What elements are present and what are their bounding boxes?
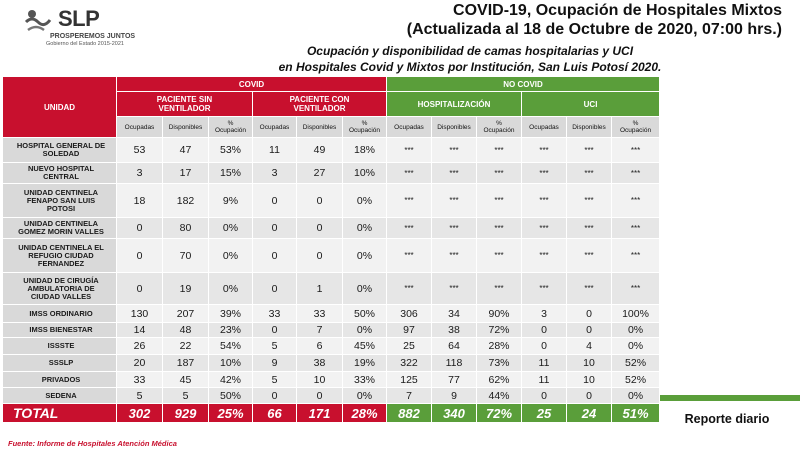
- value-cell: 54%: [209, 338, 253, 355]
- value-cell: ***: [612, 184, 660, 218]
- value-cell: 0: [567, 323, 612, 338]
- value-cell: ***: [432, 163, 477, 184]
- value-cell: 10: [567, 372, 612, 388]
- value-cell: 0: [567, 305, 612, 323]
- header-con-ventilador: [253, 92, 387, 117]
- value-cell: ***: [477, 218, 522, 239]
- subheader-pct-symbol: %: [361, 120, 368, 127]
- value-cell: 19: [163, 273, 209, 305]
- value-cell: ***: [432, 218, 477, 239]
- hospital-occupancy-table: [2, 76, 660, 423]
- value-cell: 22: [163, 338, 209, 355]
- table-row: [3, 184, 660, 218]
- total-value-cell: 28%: [343, 404, 387, 423]
- value-cell: 118: [432, 355, 477, 372]
- table-row: [3, 355, 660, 372]
- total-value-cell: 25%: [209, 404, 253, 423]
- subheader-ocupadas-con-vent: Ocupadas: [253, 117, 297, 138]
- value-cell: 70: [163, 239, 209, 273]
- value-cell: 9%: [209, 184, 253, 218]
- value-cell: 38: [432, 323, 477, 338]
- value-cell: 15%: [209, 163, 253, 184]
- unit-name-cell: [3, 218, 117, 239]
- subheader-pct-ocupacion-hosp: [477, 117, 522, 138]
- value-cell: ***: [387, 163, 432, 184]
- value-cell: ***: [567, 273, 612, 305]
- subheader-ocupadas-sin-vent: Ocupadas: [117, 117, 163, 138]
- table-row: [3, 218, 660, 239]
- value-cell: 0%: [343, 218, 387, 239]
- subheader-pct-symbol: %: [632, 120, 639, 127]
- value-cell: 0%: [343, 323, 387, 338]
- value-cell: 48: [163, 323, 209, 338]
- header-con-ventilador-line1: PACIENTE CON: [289, 95, 350, 104]
- table-row: [3, 323, 660, 338]
- value-cell: 4: [567, 338, 612, 355]
- logo-tagline: PROSPEREMOS JUNTOS: [50, 33, 136, 40]
- value-cell: ***: [432, 239, 477, 273]
- total-value-cell: 340: [432, 404, 477, 423]
- value-cell: 42%: [209, 372, 253, 388]
- value-cell: 33: [117, 372, 163, 388]
- value-cell: ***: [432, 138, 477, 163]
- value-cell: 3: [253, 163, 297, 184]
- value-cell: 182: [163, 184, 209, 218]
- header-unidad: UNIDAD: [3, 77, 117, 138]
- value-cell: 0: [522, 388, 567, 404]
- value-cell: 0: [253, 388, 297, 404]
- value-cell: 0: [253, 273, 297, 305]
- table-row: [3, 338, 660, 355]
- value-cell: 0%: [343, 239, 387, 273]
- logo-government: Gobierno del Estado 2015-2021: [46, 41, 124, 47]
- unit-name-line: UNIDAD CENTINELA: [23, 187, 99, 197]
- unit-name-line: FERNANDEZ: [37, 258, 85, 268]
- header-con-ventilador-line2: VENTILADOR: [293, 104, 346, 113]
- logo-text: SLP: [58, 6, 100, 31]
- value-cell: 53%: [209, 138, 253, 163]
- unit-name-cell: [3, 163, 117, 184]
- total-row: [3, 404, 660, 423]
- value-cell: 11: [522, 355, 567, 372]
- value-cell: 18: [117, 184, 163, 218]
- subheader-pct-label: Ocupación: [483, 127, 515, 134]
- value-cell: 7: [387, 388, 432, 404]
- value-cell: 11: [522, 372, 567, 388]
- subheader-pct-ocupacion-uci: [612, 117, 660, 138]
- value-cell: 34: [432, 305, 477, 323]
- total-value-cell: 302: [117, 404, 163, 423]
- value-cell: ***: [387, 239, 432, 273]
- value-cell: 50%: [209, 388, 253, 404]
- value-cell: ***: [612, 218, 660, 239]
- total-value-cell: 25: [522, 404, 567, 423]
- value-cell: 77: [432, 372, 477, 388]
- subheader-pct-ocupacion-sin-vent: [209, 117, 253, 138]
- total-value-cell: 882: [387, 404, 432, 423]
- unit-name-line: SOLEDAD: [42, 149, 80, 158]
- value-cell: 5: [253, 372, 297, 388]
- value-cell: 0: [297, 239, 343, 273]
- total-value-cell: 66: [253, 404, 297, 423]
- value-cell: ***: [477, 239, 522, 273]
- value-cell: 25: [387, 338, 432, 355]
- subheader-ocupadas-uci: Ocupadas: [522, 117, 567, 138]
- value-cell: ***: [567, 163, 612, 184]
- value-cell: 0: [117, 239, 163, 273]
- value-cell: 5: [117, 388, 163, 404]
- unit-name-line: UNIDAD DE CIRUGÍA: [23, 275, 99, 285]
- value-cell: 14: [117, 323, 163, 338]
- unit-name-line: CIUDAD VALLES: [30, 291, 92, 301]
- value-cell: ***: [432, 184, 477, 218]
- value-cell: ***: [477, 273, 522, 305]
- value-cell: ***: [522, 184, 567, 218]
- value-cell: 10%: [209, 355, 253, 372]
- value-cell: 1: [297, 273, 343, 305]
- header-uci: UCI: [522, 92, 660, 117]
- subheader-pct-label: Ocupación: [619, 127, 652, 134]
- value-cell: 0%: [209, 218, 253, 239]
- value-cell: 20: [117, 355, 163, 372]
- subheader-ocupadas-hosp: Ocupadas: [387, 117, 432, 138]
- value-cell: 125: [387, 372, 432, 388]
- total-value-cell: 171: [297, 404, 343, 423]
- value-cell: ***: [477, 163, 522, 184]
- page-subtitle-line1: Ocupación y disponibilidad de camas hospitalarias y UCI: [306, 44, 634, 58]
- page-title-date: (Actualizada al 18 de Octubre de 2020, 07:00 hrs.): [406, 21, 782, 38]
- page-subtitle-line2: en Hospitales Covid y Mixtos por Institución, San Luis Potosí 2020.: [278, 60, 662, 74]
- value-cell: 53: [117, 138, 163, 163]
- subheader-pct-label: Ocupación: [348, 127, 381, 134]
- value-cell: ***: [477, 184, 522, 218]
- unit-name-line: SEDENA: [45, 390, 77, 400]
- value-cell: 45: [163, 372, 209, 388]
- value-cell: ***: [522, 218, 567, 239]
- unit-name-cell: [3, 355, 117, 372]
- value-cell: 90%: [477, 305, 522, 323]
- value-cell: 10: [297, 372, 343, 388]
- value-cell: 64: [432, 338, 477, 355]
- value-cell: 0%: [343, 184, 387, 218]
- value-cell: 100%: [612, 305, 660, 323]
- unit-name-line: IMSS BIENESTAR: [29, 325, 93, 334]
- page-title: COVID-19, Ocupación de Hospitales Mixtos: [453, 2, 782, 19]
- value-cell: 10%: [343, 163, 387, 184]
- value-cell: 0%: [612, 338, 660, 355]
- unit-name-cell: [3, 273, 117, 305]
- value-cell: 50%: [343, 305, 387, 323]
- unit-name-line: PRIVADOS: [41, 374, 81, 384]
- unit-name-cell: [3, 138, 117, 163]
- value-cell: 45%: [343, 338, 387, 355]
- value-cell: ***: [612, 273, 660, 305]
- unit-name-line: GOMEZ MORIN VALLES: [18, 227, 104, 236]
- value-cell: 72%: [477, 323, 522, 338]
- value-cell: 0%: [209, 273, 253, 305]
- value-cell: 80: [163, 218, 209, 239]
- value-cell: 9: [253, 355, 297, 372]
- table-row: [3, 239, 660, 273]
- value-cell: ***: [432, 273, 477, 305]
- value-cell: 49: [297, 138, 343, 163]
- unit-name-line: POTOSI: [46, 203, 76, 213]
- value-cell: 18%: [343, 138, 387, 163]
- value-cell: ***: [477, 138, 522, 163]
- unit-name-line: AMBULATORIA DE: [27, 283, 95, 293]
- value-cell: 207: [163, 305, 209, 323]
- unit-name-line: UNIDAD CENTINELA: [23, 219, 99, 228]
- value-cell: 0: [297, 218, 343, 239]
- unit-name-line: UNIDAD CENTINELA EL: [18, 242, 104, 252]
- value-cell: 33: [297, 305, 343, 323]
- total-label: TOTAL: [3, 404, 117, 423]
- value-cell: 0%: [612, 388, 660, 404]
- value-cell: ***: [522, 273, 567, 305]
- value-cell: 0: [253, 184, 297, 218]
- header-sin-ventilador: [117, 92, 253, 117]
- value-cell: 17: [163, 163, 209, 184]
- value-cell: 33: [253, 305, 297, 323]
- unit-name-cell: [3, 239, 117, 273]
- unit-name-line: FENAPO SAN LUIS: [26, 195, 96, 205]
- subheader-pct-symbol: %: [227, 120, 234, 127]
- total-value-cell: 51%: [612, 404, 660, 423]
- value-cell: ***: [612, 163, 660, 184]
- source-note: Fuente: Informe de Hospitales Atención Médica: [8, 439, 177, 448]
- table-body: [3, 138, 660, 423]
- header-sin-ventilador-line2: VENTILADOR: [158, 104, 211, 113]
- value-cell: 5: [163, 388, 209, 404]
- value-cell: 23%: [209, 323, 253, 338]
- value-cell: 27: [297, 163, 343, 184]
- header-covid: COVID: [117, 77, 387, 92]
- table-row: [3, 138, 660, 163]
- subheader-pct-symbol: %: [496, 120, 502, 127]
- unit-name-cell: [3, 388, 117, 404]
- subheader-disponibles-sin-vent: Disponibles: [163, 117, 209, 138]
- slp-logo-mark-icon: [22, 6, 56, 36]
- table-row: [3, 273, 660, 305]
- value-cell: 0%: [343, 388, 387, 404]
- value-cell: 39%: [209, 305, 253, 323]
- unit-name-cell: [3, 305, 117, 323]
- value-cell: 19%: [343, 355, 387, 372]
- unit-name-line: REFUGIO CIUDAD: [28, 250, 94, 260]
- value-cell: 38: [297, 355, 343, 372]
- subheader-pct-ocupacion-con-vent: [343, 117, 387, 138]
- value-cell: ***: [567, 239, 612, 273]
- value-cell: 33%: [343, 372, 387, 388]
- value-cell: 5: [253, 338, 297, 355]
- value-cell: 73%: [477, 355, 522, 372]
- unit-name-cell: [3, 372, 117, 388]
- value-cell: 0: [117, 273, 163, 305]
- value-cell: 0: [253, 323, 297, 338]
- table-row: [3, 305, 660, 323]
- total-value-cell: 929: [163, 404, 209, 423]
- value-cell: 0: [522, 323, 567, 338]
- value-cell: 44%: [477, 388, 522, 404]
- subheader-disponibles-con-vent: Disponibles: [297, 117, 343, 138]
- value-cell: 0: [297, 388, 343, 404]
- value-cell: 306: [387, 305, 432, 323]
- value-cell: 0: [297, 184, 343, 218]
- value-cell: ***: [567, 138, 612, 163]
- value-cell: 52%: [612, 372, 660, 388]
- value-cell: ***: [522, 239, 567, 273]
- value-cell: ***: [387, 273, 432, 305]
- unit-name-line: SSSLP: [48, 358, 74, 367]
- value-cell: 62%: [477, 372, 522, 388]
- total-value-cell: 24: [567, 404, 612, 423]
- value-cell: ***: [612, 239, 660, 273]
- value-cell: ***: [567, 218, 612, 239]
- table-row: [3, 163, 660, 184]
- subheader-disponibles-uci: Disponibles: [567, 117, 612, 138]
- green-divider: [660, 395, 800, 401]
- value-cell: 0%: [612, 323, 660, 338]
- value-cell: 10: [567, 355, 612, 372]
- value-cell: 97: [387, 323, 432, 338]
- unit-name-cell: [3, 338, 117, 355]
- value-cell: ***: [387, 138, 432, 163]
- value-cell: 0: [253, 218, 297, 239]
- table-row: [3, 388, 660, 404]
- unit-name-line: ISSSTE: [47, 341, 75, 350]
- value-cell: ***: [522, 163, 567, 184]
- value-cell: 7: [297, 323, 343, 338]
- value-cell: 28%: [477, 338, 522, 355]
- value-cell: ***: [387, 218, 432, 239]
- header-sin-ventilador-line1: PACIENTE SIN: [156, 95, 213, 104]
- value-cell: 3: [117, 163, 163, 184]
- value-cell: 0: [117, 218, 163, 239]
- value-cell: 0: [253, 239, 297, 273]
- header-hospitalizacion: HOSPITALIZACIÓN: [387, 92, 522, 117]
- value-cell: 47: [163, 138, 209, 163]
- unit-name-line: CENTRAL: [43, 172, 79, 181]
- value-cell: 0%: [343, 273, 387, 305]
- unit-name-line: NUEVO HOSPITAL: [27, 164, 95, 173]
- value-cell: 9: [432, 388, 477, 404]
- subheader-disponibles-hosp: Disponibles: [432, 117, 477, 138]
- unit-name-cell: [3, 184, 117, 218]
- value-cell: 322: [387, 355, 432, 372]
- value-cell: ***: [612, 138, 660, 163]
- value-cell: 187: [163, 355, 209, 372]
- value-cell: 52%: [612, 355, 660, 372]
- value-cell: 6: [297, 338, 343, 355]
- unit-name-line: HOSPITAL GENERAL DE: [16, 141, 106, 150]
- value-cell: 0%: [209, 239, 253, 273]
- reporte-diario-label: Reporte diario: [684, 412, 770, 426]
- table-row: [3, 372, 660, 388]
- unit-name-line: IMSS ORDINARIO: [29, 308, 93, 318]
- value-cell: ***: [567, 184, 612, 218]
- value-cell: 11: [253, 138, 297, 163]
- value-cell: ***: [522, 138, 567, 163]
- subheader-pct-label: Ocupación: [214, 127, 247, 134]
- value-cell: 0: [567, 388, 612, 404]
- value-cell: 26: [117, 338, 163, 355]
- total-value-cell: 72%: [477, 404, 522, 423]
- value-cell: 3: [522, 305, 567, 323]
- unit-name-cell: [3, 323, 117, 338]
- value-cell: ***: [387, 184, 432, 218]
- value-cell: 130: [117, 305, 163, 323]
- header-no-covid: NO COVID: [387, 77, 660, 92]
- value-cell: 0: [522, 338, 567, 355]
